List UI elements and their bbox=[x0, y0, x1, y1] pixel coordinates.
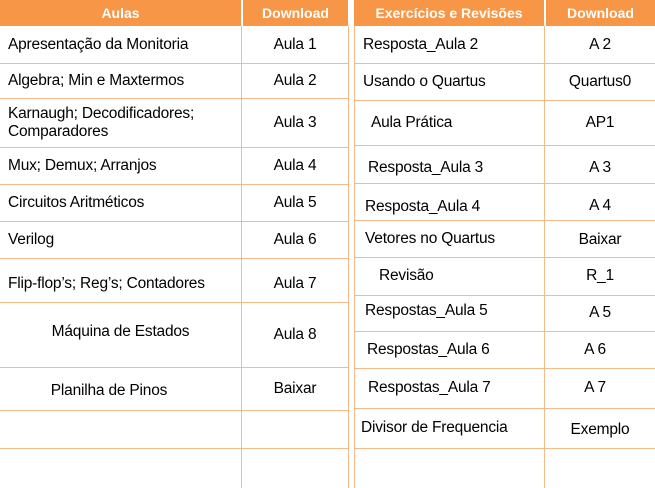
download-link-aula-5[interactable]: Aula 5 bbox=[273, 193, 317, 211]
table-row-ex-7-title bbox=[379, 257, 544, 295]
download-link-aula-8[interactable]: Aula 8 bbox=[273, 325, 317, 343]
download-link-ex-7[interactable]: R_1 bbox=[586, 267, 614, 284]
aula-title: Máquina de Estados bbox=[51, 323, 190, 340]
table-row-aula-8-download bbox=[242, 302, 348, 367]
download-link-aula-2[interactable]: Aula 2 bbox=[273, 71, 317, 89]
table-row-aula-2-download bbox=[242, 63, 348, 98]
exercicio-title: Resposta_Aula 3 bbox=[368, 158, 484, 176]
header-aulas-label: Aulas bbox=[101, 5, 140, 21]
download-link-aula-3[interactable]: Aula 3 bbox=[273, 113, 317, 131]
download-link-ex-10[interactable]: A 7 bbox=[584, 379, 606, 396]
table-row-ex-8-download bbox=[545, 295, 655, 331]
download-link-ex-1[interactable]: A 2 bbox=[589, 35, 611, 53]
table-row-aula-6-title bbox=[0, 221, 241, 258]
exercicio-title: Divisor de Frequencia bbox=[361, 419, 508, 436]
download-link-ex-4[interactable]: A 3 bbox=[589, 158, 611, 176]
download-link-ex-9[interactable]: A 6 bbox=[584, 340, 606, 358]
download-link-aula-1[interactable]: Aula 1 bbox=[273, 35, 317, 53]
table-row-ex-1-title bbox=[355, 26, 544, 63]
table-row-aula-5-title bbox=[0, 184, 241, 221]
table-row-planilha-download bbox=[242, 367, 348, 410]
table-row-ex-9-title bbox=[367, 331, 544, 368]
table-row-ex-6-download bbox=[545, 220, 655, 260]
exercicio-title: Resposta_Aula 4 bbox=[365, 197, 481, 215]
header-download-label: Download bbox=[262, 5, 329, 21]
exercicio-title: Respostas_Aula 5 bbox=[365, 302, 488, 319]
download-link-aula-6[interactable]: Aula 6 bbox=[273, 230, 317, 248]
table-row-aula-4-download bbox=[242, 147, 348, 184]
exercicio-title: Resposta_Aula 2 bbox=[363, 35, 479, 53]
exercicio-title: Respostas_Aula 7 bbox=[368, 379, 491, 396]
table-row-ex-3-download bbox=[545, 100, 655, 145]
exercicio-title: Revisão bbox=[379, 267, 434, 284]
aula-title: Verilog bbox=[8, 230, 54, 248]
table-row-aula-6-download bbox=[242, 221, 348, 258]
aula-title: Algebra; Min e Maxtermos bbox=[8, 71, 185, 89]
download-link-ex-2[interactable]: Quartus0 bbox=[568, 72, 632, 90]
table-row-ex-7-download bbox=[545, 257, 655, 295]
download-link-planilha[interactable]: Baixar bbox=[273, 379, 317, 397]
exercicio-title: Usando o Quartus bbox=[363, 72, 486, 90]
table-row-aula-8-title bbox=[0, 302, 241, 362]
exercicio-title: Vetores no Quartus bbox=[365, 229, 495, 247]
table-row-aula-1-download bbox=[242, 26, 348, 63]
table-row-aula-2-title bbox=[0, 63, 241, 98]
table-row-ex-1-download bbox=[545, 26, 655, 63]
table-row-ex-11-download bbox=[545, 410, 655, 450]
aula-title: Circuitos Aritméticos bbox=[8, 193, 145, 211]
download-link-ex-3[interactable]: AP1 bbox=[585, 113, 615, 131]
download-link-ex-8[interactable]: A 5 bbox=[589, 304, 611, 321]
table-row-ex-3-title bbox=[371, 100, 544, 145]
table-row-ex-2-title bbox=[355, 63, 544, 100]
header-download-label: Download bbox=[567, 5, 634, 21]
table-row-ex-8-title bbox=[365, 293, 544, 329]
table-row-ex-10-title bbox=[368, 368, 544, 408]
download-link-ex-11[interactable]: Exemplo bbox=[570, 421, 630, 438]
table-row-aula-1-title bbox=[0, 26, 241, 63]
download-link-ex-6[interactable]: Baixar bbox=[578, 231, 622, 248]
table-row-aula-3-title bbox=[0, 98, 230, 147]
header-exercicios bbox=[354, 0, 544, 26]
table-row-ex-6-title bbox=[365, 220, 544, 257]
table-row-aula-4-title bbox=[0, 147, 241, 184]
table-row-aula-5-download bbox=[242, 184, 348, 221]
table-row-planilha-title bbox=[0, 372, 218, 410]
table-row-ex-10-download bbox=[545, 368, 645, 408]
download-link-aula-4[interactable]: Aula 4 bbox=[273, 156, 317, 174]
header-download-exercicios bbox=[546, 0, 655, 26]
aula-title: Planilha de Pinos bbox=[50, 382, 168, 399]
exercicio-title: Aula Prática bbox=[371, 113, 453, 131]
aula-title: Mux; Demux; Arranjos bbox=[8, 156, 157, 174]
table-row-ex-2-download bbox=[545, 63, 655, 100]
download-link-ex-5[interactable]: A 4 bbox=[589, 196, 611, 214]
aula-title: Apresentação da Monitoria bbox=[8, 35, 189, 53]
header-download-aulas bbox=[243, 0, 348, 26]
header-aulas bbox=[0, 0, 241, 26]
download-link-aula-7[interactable]: Aula 7 bbox=[273, 275, 317, 292]
header-exercicios-label: Exercícios e Revisões bbox=[375, 5, 523, 21]
aula-title: Flip-flop’s; Reg’s; Contadores bbox=[8, 275, 205, 292]
table-row-ex-11-title bbox=[361, 408, 544, 448]
table-row-ex-9-download bbox=[545, 331, 645, 368]
table-row-aula-3-download bbox=[242, 98, 348, 147]
aula-title: Karnaugh; Decodificadores; Comparadores bbox=[8, 104, 195, 140]
exercicio-title: Respostas_Aula 6 bbox=[367, 340, 490, 358]
